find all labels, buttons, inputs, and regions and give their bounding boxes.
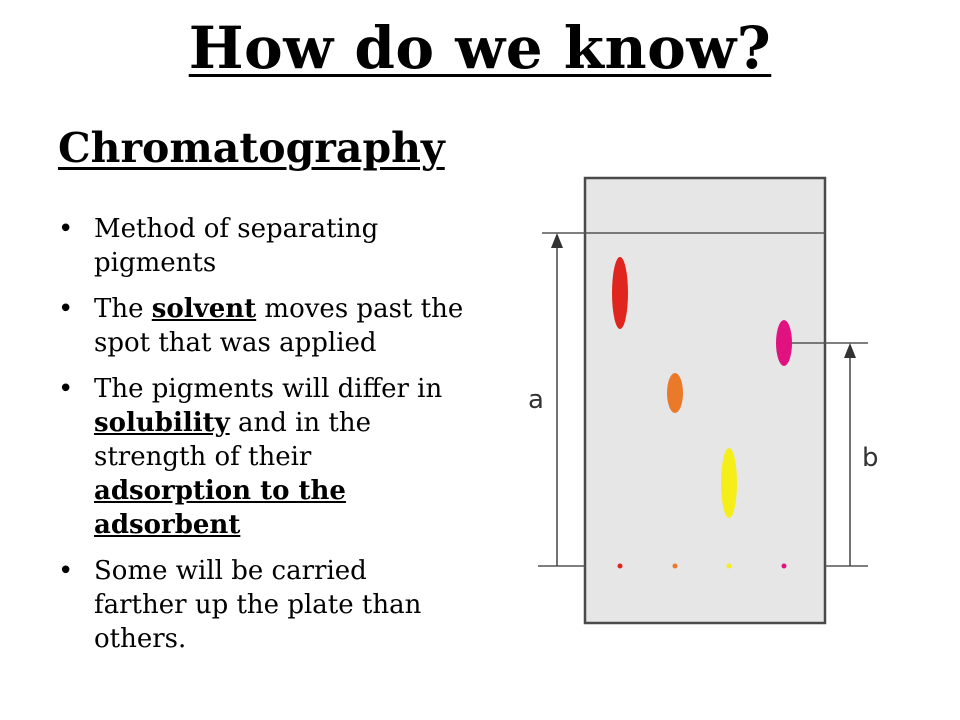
label-b: b — [862, 443, 879, 473]
bullet-item: • The pigments will differ in solubility and in the strength of their adsorption to the adsorbent — [56, 372, 466, 542]
bullet-item: • Method of separating pigments — [56, 212, 466, 280]
section-heading: Chromatography — [58, 124, 445, 172]
plate — [585, 178, 825, 623]
label-a: a — [528, 385, 544, 415]
spot-magenta — [776, 320, 792, 366]
origin-dot-magenta — [782, 564, 787, 569]
spot-orange — [667, 373, 683, 413]
origin-dot-orange — [673, 564, 678, 569]
bullet-item: • The solvent moves past the spot that was applied — [56, 292, 466, 360]
page-title: How do we know? — [188, 14, 772, 82]
spot-red — [612, 257, 628, 329]
origin-dot-red — [618, 564, 623, 569]
arrow-b-head — [844, 343, 856, 358]
term-solubility: solubility — [94, 408, 230, 438]
spot-yellow — [721, 448, 737, 518]
term-adsorption: adsorption to the adsorbent — [94, 476, 346, 540]
bullet-list — [56, 212, 466, 668]
arrow-a-head — [551, 233, 563, 248]
chromatography-plate-diagram — [520, 170, 890, 640]
term-solvent: solvent — [151, 294, 257, 324]
bullet-item: • Some will be carried farther up the plate than others. — [56, 554, 466, 656]
origin-dot-yellow — [727, 564, 732, 569]
